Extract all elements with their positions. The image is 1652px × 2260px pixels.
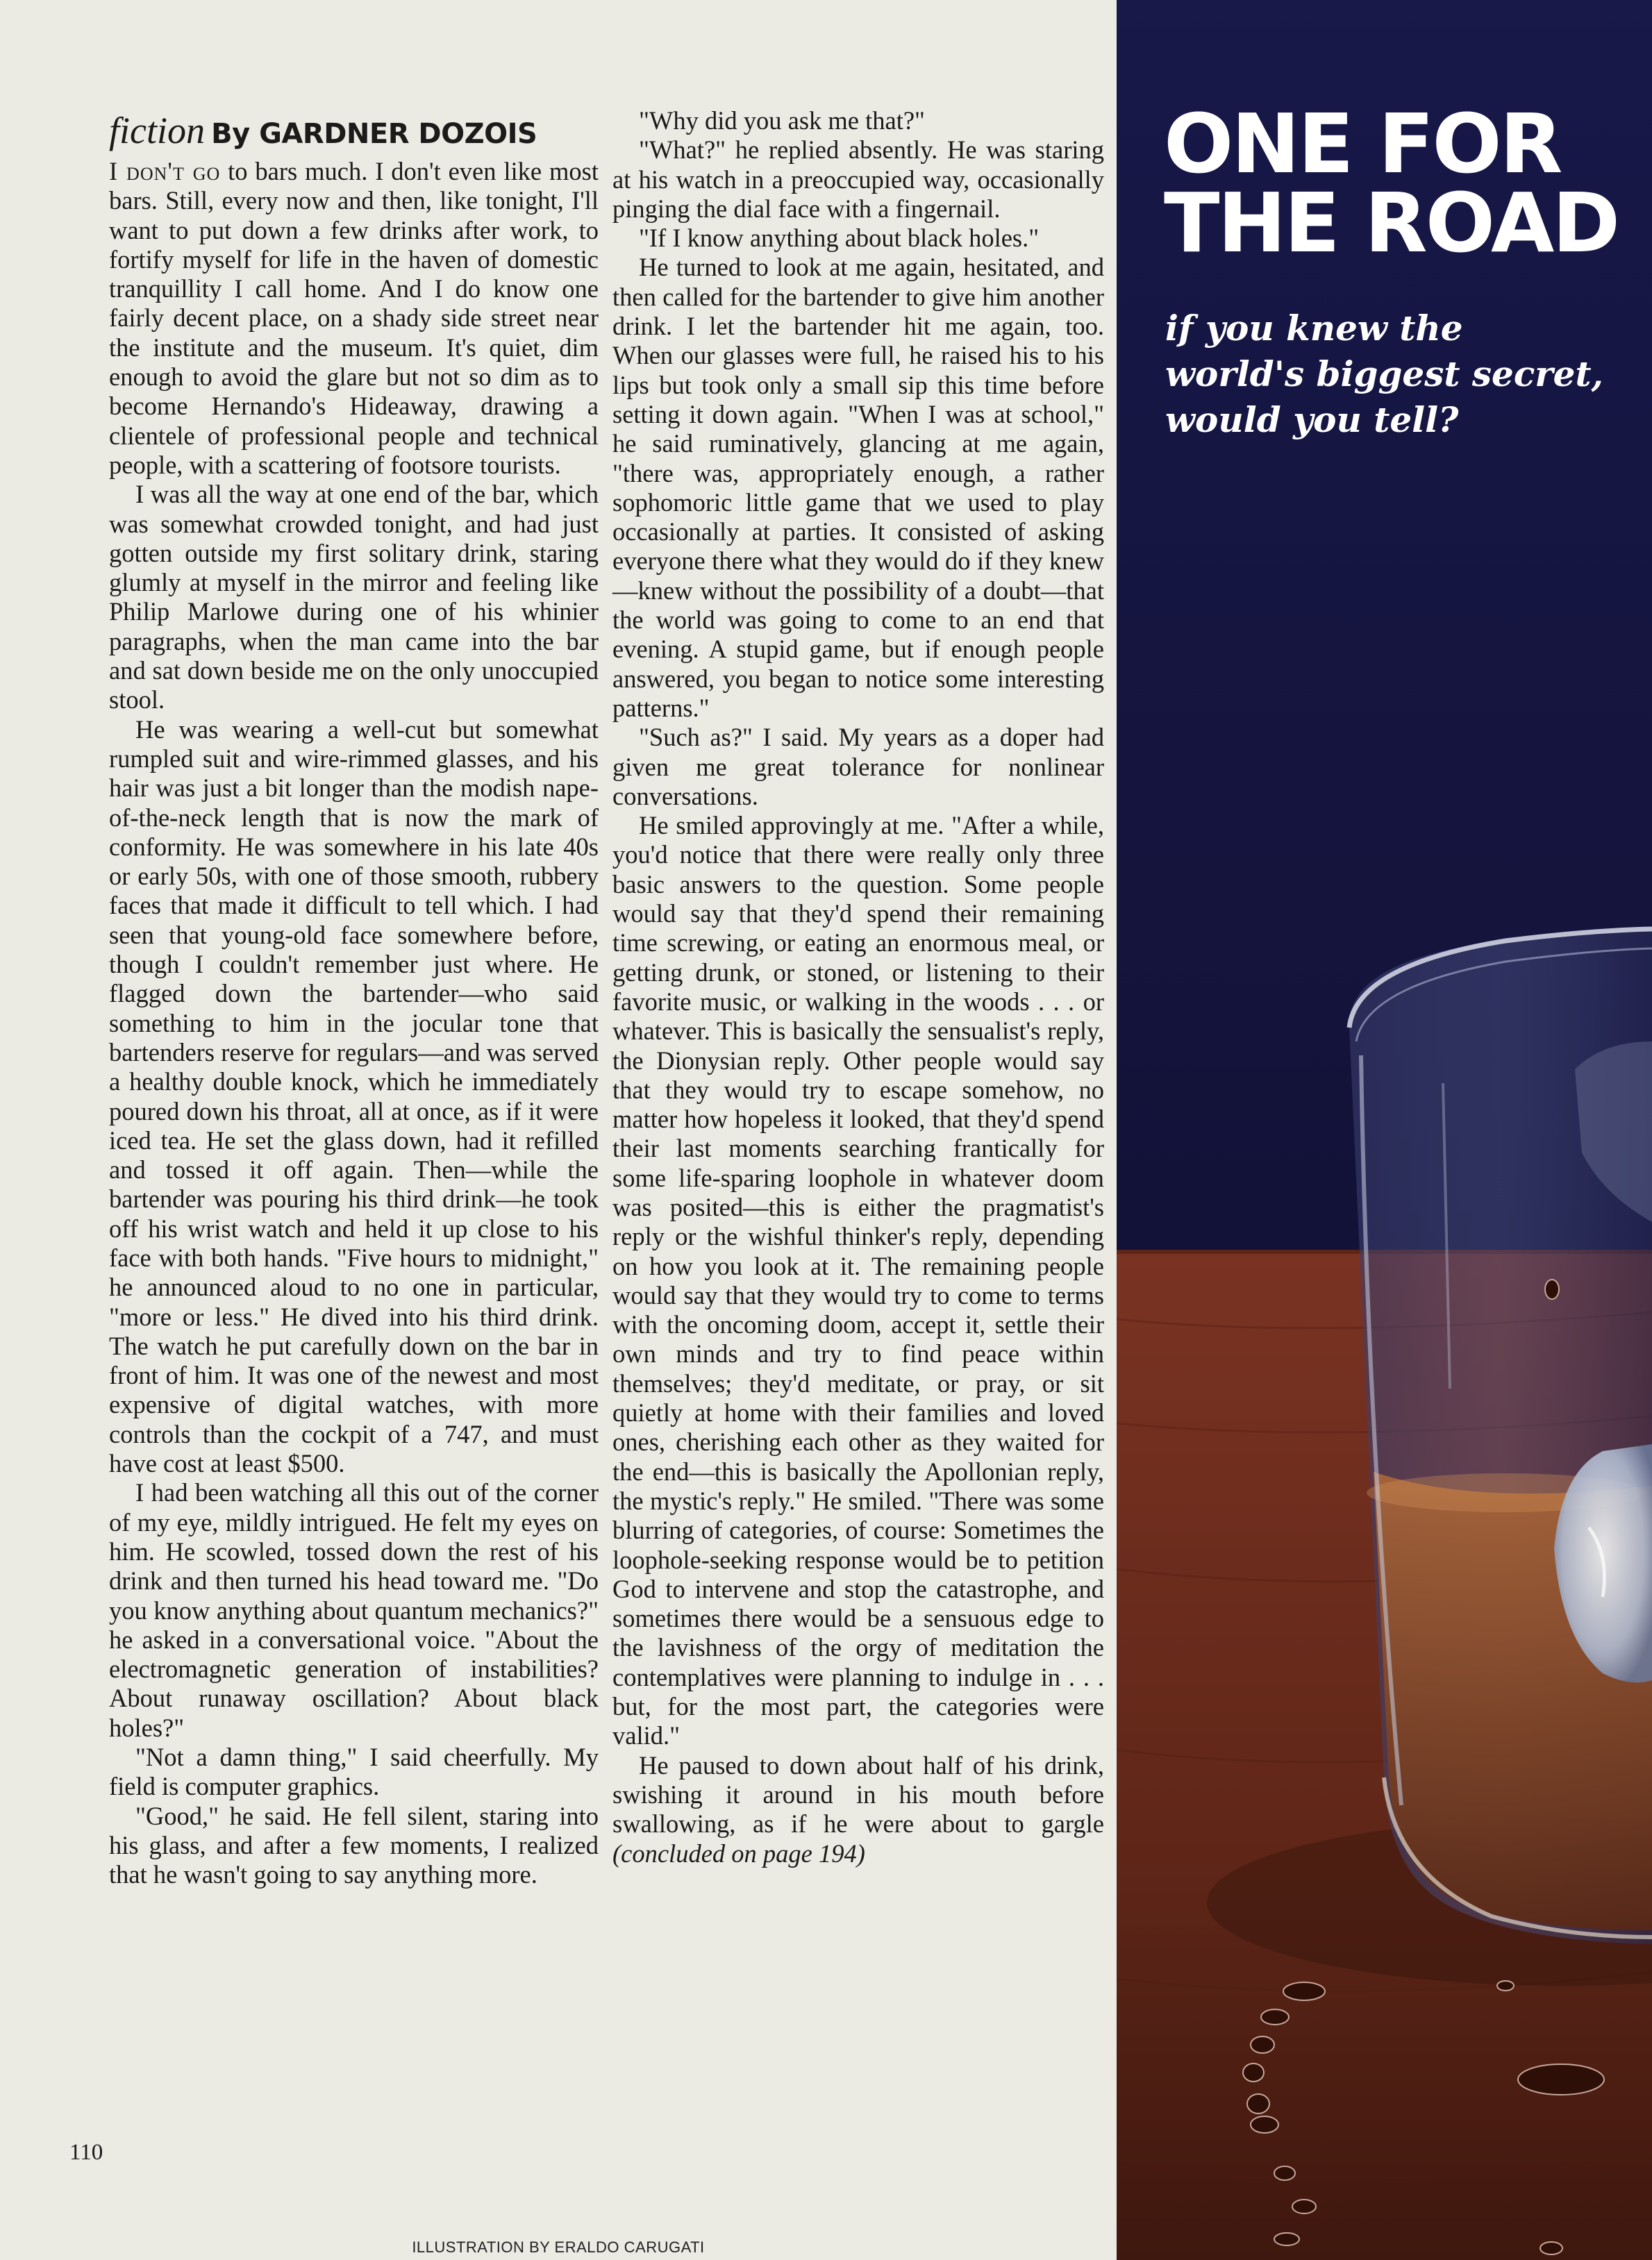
paragraph: "If I know anything about black holes." <box>639 224 1040 253</box>
paragraph: He smiled approvingly at me. "After a while, you'd notice that there were really only three basic answers to the question. Some people would say that they'd spend their remaining time screwing, or eating an enormous meal, or getting drunk, or stoned, or listening to their favorite music, or walking in the woods . . . or whatever. This is basically the sensualist's reply, the Dionysian reply. Other people would say that they would try to escape somehow, no matter how hopeless it looked, that they'd spend their last moments searching frantically for some life-sparing loophole in whatever doom was posited—this is either the pragmatist's reply or the wishful thinker's reply, depending on how you look at it. The remaining people would say that they would try to come to terms with the oncoming doom, accept it, settle their own minds and try to find peace within themselves; they'd meditate, or pray, or sit quietly at home with their families and loved ones, cherishing each other as they waited for the end—this is basically the Apollonian reply, the mystic's reply." He smiled. "There was some blurring of categories, of course: Sometimes the loophole-seeking response would be to petition God to intervene and stop the catastrophe, and sometimes there would be a sensuous edge to the lavishness of the orgy of meditation the contemplatives were planning to indulge in . . . but, for the most part, the categories were valid." <box>612 811 1104 1750</box>
paragraph: I had been watching all this out of the corner of my eye, mildly intrigued. He felt my eyes on him. He scowled, tossed down the rest of his drink and then turned his head toward me. "Do you know anything about quantum mechanics?" he asked in a conversational voice. "About the electromagnetic generation of instabilities? About runaway oscillation? About black holes?" <box>109 1478 599 1742</box>
illustration-credit: ILLUSTRATION BY ERALDO CARUGATI <box>412 2238 705 2256</box>
paragraph: I don't go to bars much. I don't even like most bars. Still, every now and then, like tonight, I'll want to put down a few drinks after work, to fortify myself for life in the haven of domestic tranquillity I call home. And I do know one fairly decent place, on a shady side street near the institute and the museum. It's quiet, dim enough to avoid the glare but not so dim as to become Hernando's Hideaway, drawing a clientele of professional people and technical people, with a scattering of footsore tourists. <box>109 157 599 479</box>
byline <box>109 110 599 156</box>
lead-in: I don't go <box>109 157 221 185</box>
paragraph: He paused to down about half of his drink, swishing it around in his mouth before swallowing, as if he were about to gargle (concluded on page 194) <box>612 1750 1104 1868</box>
author-byline: By GARDNER DOZOIS <box>211 118 537 150</box>
article-column-left <box>109 110 599 1890</box>
story-dek: if you knew the world's biggest secret, would you tell? <box>1165 308 1603 440</box>
paragraph: He was wearing a well-cut but somewhat rumpled suit and wire-rimmed glasses, and his hair was just a bit longer than the modish nape-of-the-neck length that is now the mark of conformity. He was somewhere in his late 40s or early 50s, with one of those smooth, rubbery faces that made it difficult to tell which. I had seen that young-old face somewhere before, though I couldn't remember just where. He flagged down the bartender—who said something to him in the jocular tone that bartenders reserve for regulars—and was served a healthy double knock, which he immediately poured down his throat, all at once, as if it were iced tea. He set the glass down, had it refilled and tossed it off again. Then—while the bartender was pouring his third drink—he took off his wrist watch and held it up close to his face with both hands. "Five hours to midnight," he announced aloud to no one in particular, "more or less." He dived into his third drink. The watch he put carefully down on the bar in front of him. It was one of the newest and most expensive of digital watches, with more controls than the cockpit of a 747, and must have cost at least $500. <box>109 714 599 1478</box>
continuation-note: (concluded on page 194) <box>612 1839 865 1868</box>
paragraph: "Good," he said. He fell silent, staring into his glass, and after a few moments, I realized that he wasn't going to say anything more. <box>109 1801 599 1889</box>
page-number: 110 <box>69 2140 103 2165</box>
paragraph: "Why did you ask me that?" <box>639 106 925 135</box>
illustration-panel <box>1117 0 1652 2260</box>
paragraph: He turned to look at me again, hesitated, and then called for the bartender to give him another drink. I let the bartender hit me again, too. When our glasses were full, he raised his to his lips but took only a small sip this time before setting it down again. "When I was at school," he said ruminatively, glancing at me again, "there was, appropriately enough, a rather sophomoric little game that we used to play occasionally at parties. It consisted of asking everyone there what they would do if they knew—knew without the possibility of a doubt—that the world was going to come to an end that evening. A stupid game, but if enough people answered, you began to notice some interesting patterns." <box>612 253 1104 722</box>
paragraph: "Not a damn thing," I said cheerfully. My field is computer graphics. <box>109 1743 599 1801</box>
paragraph: "What?" he replied absently. He was staring at his watch in a preoccupied way, occasionally pinging the dial face with a fingernail. <box>612 135 1104 223</box>
article-column-right <box>612 106 1104 1868</box>
section-label: fiction <box>109 110 205 151</box>
paragraph: "Such as?" I said. My years as a doper had given me great tolerance for nonlinear conversations. <box>612 723 1104 810</box>
paragraph: I was all the way at one end of the bar, which was somewhat crowded tonight, and had just gotten outside my first solitary drink, staring glumly at myself in the mirror and feeling like Philip Marlowe during one of his whinier paragraphs, when the man came into the bar and sat down beside me on the only unoccupied stool. <box>109 480 599 714</box>
story-title: ONE FOR THE ROAD <box>1164 96 1619 271</box>
